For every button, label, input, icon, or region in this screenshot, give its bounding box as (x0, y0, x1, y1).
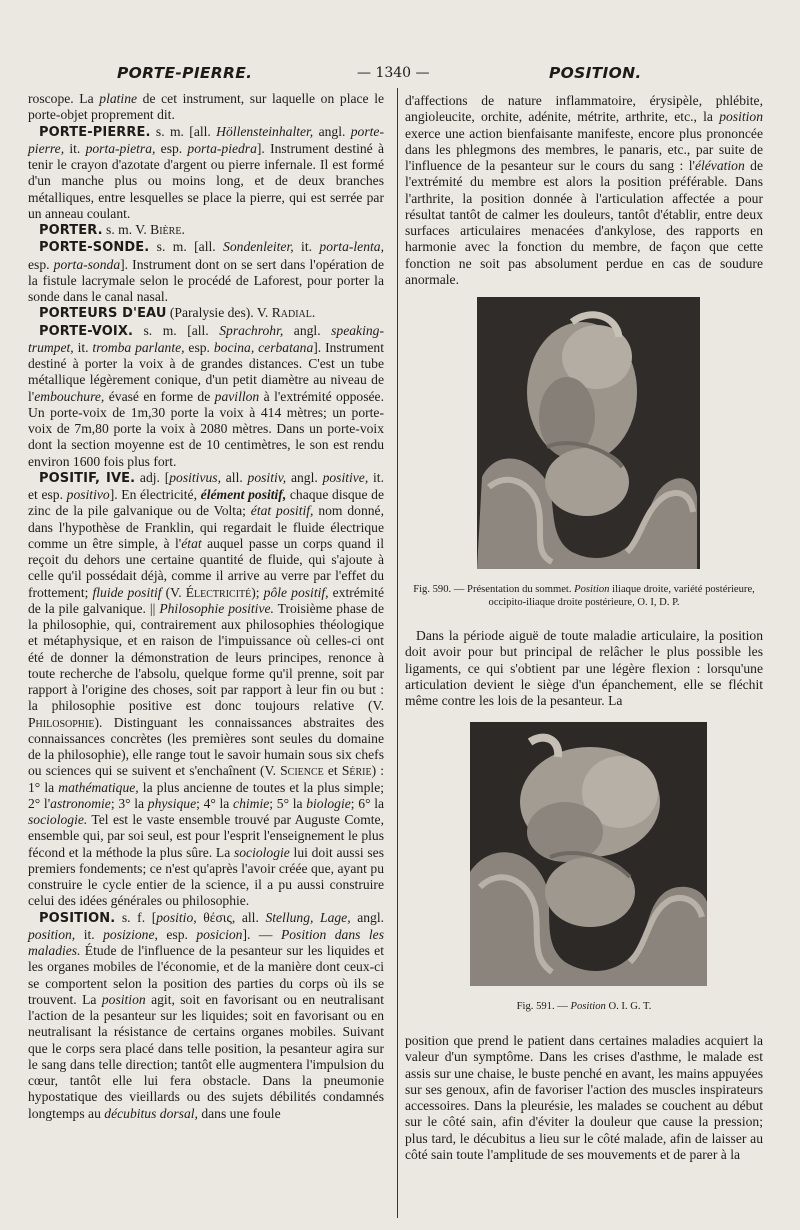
left-column (28, 91, 384, 1122)
fetus-in-pelvis-illustration (477, 297, 700, 569)
entry-porte-voix: PORTE-VOIX. s. m. [all. Sprachrohr, angl. speaking-trumpet, it. tromba parlante, esp. bocina, cerbatana]. Instrument destiné à porter la voix à de grandes distances. C'est un tube métallique légèrement conique, d'un petit diamètre au niveau de l'embouchure, évasé en forme de pavillon à l'extrémité opposée. Un porte-voix de 1m,30 porte la voix à 414 mètres; un porte-voix de 7m,80 porte la voix à 2080 mètres. Dans un porte-voix dont la section moyenne est de 10 centimètres, le son est rendu environ 1600 fois plus fort. (28, 322, 384, 469)
figure-591-caption: Fig. 591. — Position O. I. G. T. (516, 1001, 652, 1012)
headword: PORTER. (39, 223, 103, 238)
right-column-top (405, 93, 763, 288)
entry-porte-sonde: PORTE-SONDE. s. m. [all. Sondenleiter, it. porta-lenta, esp. porta-sonda]. Instrument dont on se sert dans l'opération de la fistule lacrymale selon le procédé de Laforest, pour porter la sonde dans le canal nasal. (28, 239, 385, 304)
running-header (0, 62, 800, 86)
articular-position-paragraph: Dans la période aiguë de toute maladie articulaire, la position doit avoir pour but principal de relâcher le plus possible les ligaments, ce qui s'obtient par une légère flexion : lorsqu'une articulation devient le siège d'un épanchement, elle se fléchit même contre les lois de la pesanteur. La (405, 628, 763, 708)
entry-position: POSITION. s. f. [positio, θέσις, all. Stellung, Lage, angl. position, it. posizione, esp. posicion]. — Position dans les maladies. Étude de l'influence de la pesanteur sur les liquides et les organes mobiles de l'économie, et de la manière dont ceux-ci se comportent selon la position des parties du corps où ils se trouvent. La position agit, soit en favorisant ou en neutralisant l'action de la pesanteur sur les liquides; soit en favorisant ou en neutralisant la résistance de certains organes mobiles. Suivant que le corps sera placé dans telle position, la pesanteur agira sur le sang dans telle direction; tantôt elle augmentera l'impulsion du cœur, tantôt elle lui fera obstacle. Dans la pneumonie hypostatique des vieillards ou des sujets débilités condamnés longtemps au décubitus dorsal, dans une foule (28, 909, 385, 1121)
column-divider (397, 88, 398, 1218)
headword: PORTE-PIERRE. (39, 124, 151, 140)
page-number: — 1340 — (357, 65, 430, 81)
symptom-position-paragraph: position que prend le patient dans certaines maladies acquiert la valeur d'un symptôme. Dans les crises d'asthme, le malade est assis sur une chaise, le buste penché en avant, les mains appuyées sur ses genoux, afin de favoriser l'action des muscles inspirateurs accessoires. Dans la pleurésie, les malades se couchent au début sur le côté sain, afin d'éviter la douleur que cause la pression; plus tard, le décubitus a lieu sur le côté malade, afin de laisser au côté sain toute l'amplitude de ses mouvements et de parer à la (405, 1033, 763, 1162)
right-column-bottom (405, 1033, 763, 1163)
entry-porter: PORTER. s. m. V. Bière. (39, 222, 185, 238)
fetus-in-pelvis-illustration (470, 722, 707, 986)
header-right-title: POSITION. (549, 64, 642, 82)
headword: PORTE-VOIX. (39, 323, 133, 339)
header-left-title: PORTE-PIERRE. (117, 64, 253, 82)
figure-590-image (477, 297, 700, 569)
entry-positif: POSITIF, IVE. adj. [positivus, all. positiv, angl. positive, it. et esp. positivo]. En électricité, élément positif, chaque disque de zinc de la pile galvanique ou de Volta; état positif, nom donné, dans l'hypothèse de Franklin, qui regardait le fluide électrique comme un être simple, à l'état auquel passe un corps quand il reçoit du dehors une certaine quantité de fluide, qui s'ajoute à celle qu'il possédait déjà, comme il arrive au verre par l'effet du frottement; fluide positif (V. Électricité); pôle positif, extrémité de la pile galvanique. || Philosophie positive. Troisième phase de la philosophie, qui, contrairement aux philosophies théologique et métaphysique, et en raison de l'impuissance où celles-ci ont été de donner la démonstration de leurs principes, renonce à toute recherche de l'absolu, quelque forme qu'il prenne, soit par rapport à l'origine des choses, soit par rapport à leur fin ou but : la philosophie positive est donc toujours relative (V. Philosophie). Distinguant les connaissances abstraites des connaissances concrètes (les premières sont seules du domaine de la philosophie), elle range tout le savoir humain sous six chefs ou sciences qui se suivent et s'enchaînent (V. Science et Série) : 1° la mathématique, la plus ancienne de toutes et la plus simple; 2° l'astronomie; 3° la physique; 4° la chimie; 5° la biologie; 6° la sociologie. Tel est le vaste ensemble trouvé par Auguste Comte, ensemble qui, par soi seul, est pour l'esprit l'enseignement le plus fécond et la méthode la plus sûre. La sociologie lui doit aussi ses premiers fondements; ce n'est qu'après l'avoir créée que, ayant pu construire le cycle entier de la science, il a pu aussi construire celui des idées générales ou philosophie. (28, 469, 385, 909)
figure-591-image (470, 722, 707, 986)
entry-porte-pierre: PORTE-PIERRE. s. m. [all. Höllensteinhalter, angl. porte-pierre, it. porta-pietra, esp. porta-piedra]. Instrument destiné à tenir le crayon d'azotate d'argent ou pierre infernale. Il est formé d'un manche plus ou moins long, et de deux branches métalliques, entre lesquelles se place la pierre, qui est serrée par un anneau coulant. (28, 123, 384, 221)
headword: POSITIF, IVE. (39, 470, 136, 486)
entry-continuation: roscope. La platine de cet instrument, sur laquelle on place le porte-objet proprement dit. (28, 91, 385, 123)
headword: POSITION. (39, 910, 116, 926)
entry-porteurs-d-eau: PORTEURS D'EAU (Paralysie des). V. Radial. (39, 305, 316, 322)
headword: PORTEURS D'EAU (39, 306, 167, 322)
position-continuation: d'affections de nature inflammatoire, érysipèle, phlébite, angioleucite, orchite, adénite, métrite, arthrite, etc., la position exerce une action bienfaisante manifeste, encore plus prononcée dans les phlegmons des membres, le panaris, etc., par suite de l'influence de la pesanteur sur le cours du sang : l'élévation de l'extrémité du membre est alors la position préférable. Dans l'arthrite, la position donnée à l'articulation affectée a pour résultat tantôt de calmer les douleurs, tantôt d'établir, entre deux surfaces articulaires menacées d'ankylose, des rapports en harmonie avec la fonction du membre, de façon que cette fonction ne soit pas absolument perdue en cas de soudure anormale. (405, 93, 763, 287)
figure-590-caption: Fig. 590. — Présentation du sommet. Position iliaque droite, variété postérieure, occipito-iliaque droite postérieure, O. I, D. P. (413, 584, 755, 608)
headword: PORTE-SONDE. (39, 240, 150, 256)
right-column-middle (405, 628, 763, 709)
